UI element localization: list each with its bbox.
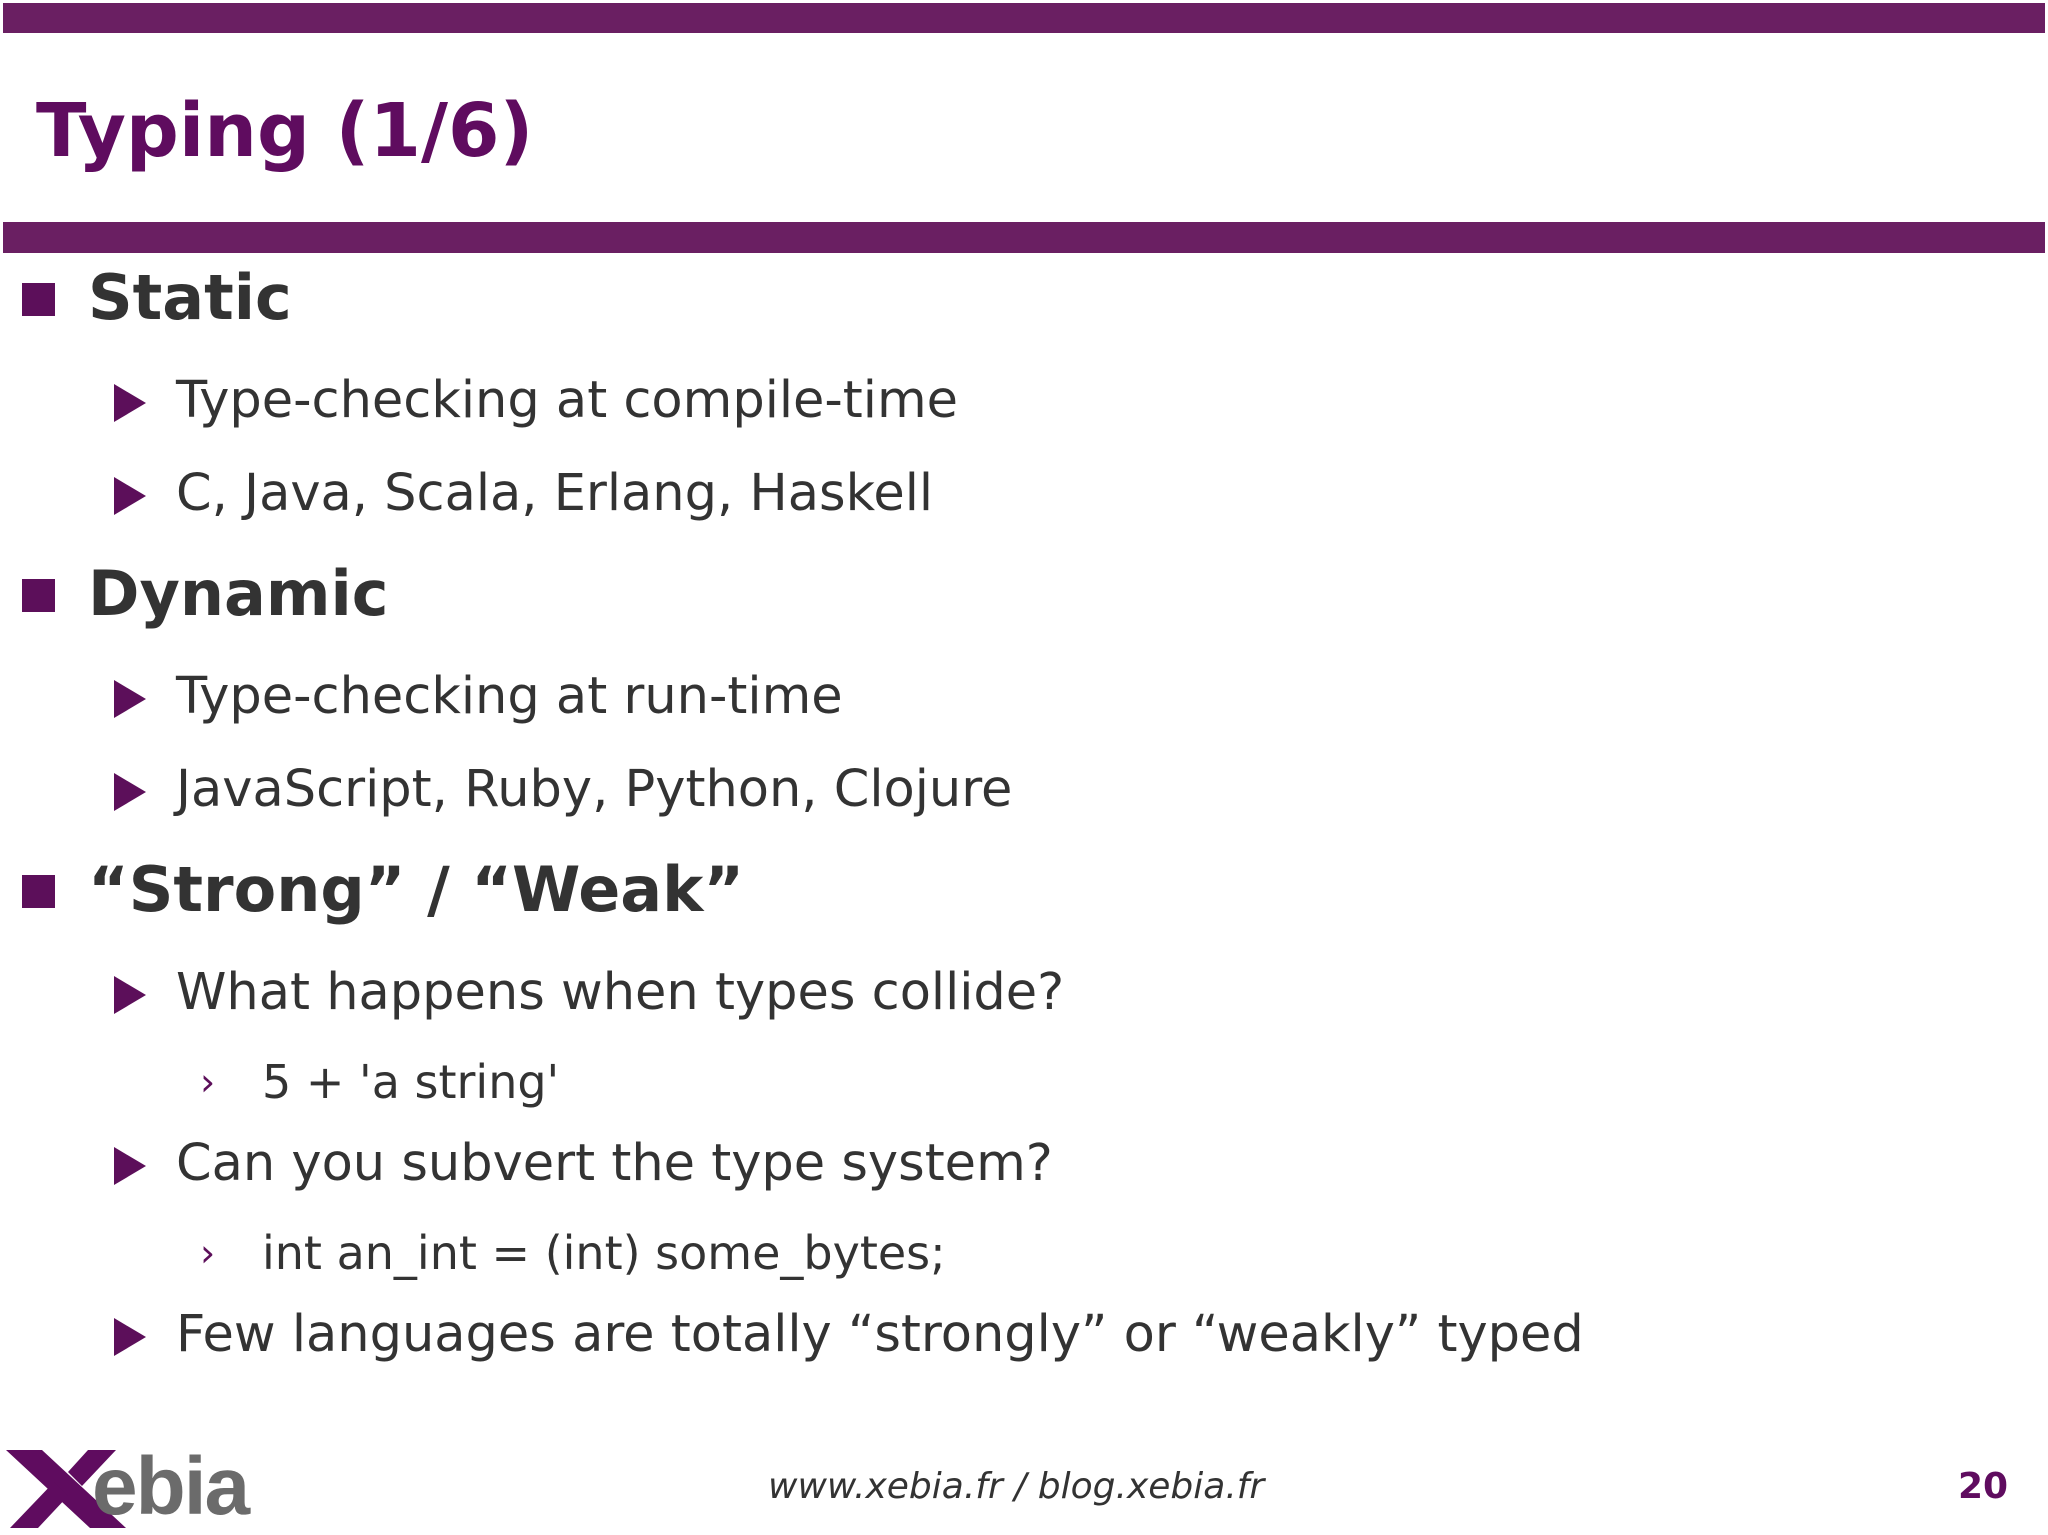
sub-bullet-text: C, Java, Scala, Erlang, Haskell	[176, 464, 934, 523]
sub-bullet-text: Few languages are totally “strongly” or “weakly” typed	[176, 1305, 1584, 1364]
example-code: int an_int = (int) some_bytes;	[262, 1226, 946, 1280]
sub-bullet-text: JavaScript, Ruby, Python, Clojure	[176, 760, 1013, 819]
triangle-bullet-icon	[114, 680, 146, 718]
page-number: 20	[1958, 1466, 2009, 1507]
sub-bullet-text: Can you subvert the type system?	[176, 1134, 1053, 1193]
square-bullet-icon	[22, 283, 55, 316]
sub-bullet-text: Type-checking at run-time	[176, 667, 843, 726]
xebia-logo	[4, 1436, 284, 1532]
square-bullet-icon	[22, 579, 55, 612]
bullet-heading: Static	[88, 261, 292, 334]
footer-url: www.xebia.fr / blog.xebia.fr	[768, 1466, 1265, 1507]
logo-x-stroke-lower	[10, 1482, 68, 1528]
square-bullet-icon	[22, 875, 55, 908]
triangle-bullet-icon	[114, 477, 146, 515]
bullet-heading: “Strong” / “Weak”	[88, 853, 745, 926]
triangle-bullet-icon	[114, 976, 146, 1014]
chevron-right-icon: ›	[200, 1231, 216, 1275]
sub-bullet-text: What happens when types collide?	[176, 963, 1065, 1022]
triangle-bullet-icon	[114, 1147, 146, 1185]
slide-title: Typing (1/6)	[36, 88, 534, 174]
triangle-bullet-icon	[114, 384, 146, 422]
triangle-bullet-icon	[114, 1318, 146, 1356]
chevron-right-icon: ›	[200, 1060, 216, 1104]
sub-bullet-text: Type-checking at compile-time	[176, 371, 959, 430]
triangle-bullet-icon	[114, 773, 146, 811]
logo-wordmark: ebia	[92, 1441, 249, 1532]
bullet-heading: Dynamic	[88, 557, 389, 630]
example-code: 5 + 'a string'	[262, 1055, 560, 1109]
